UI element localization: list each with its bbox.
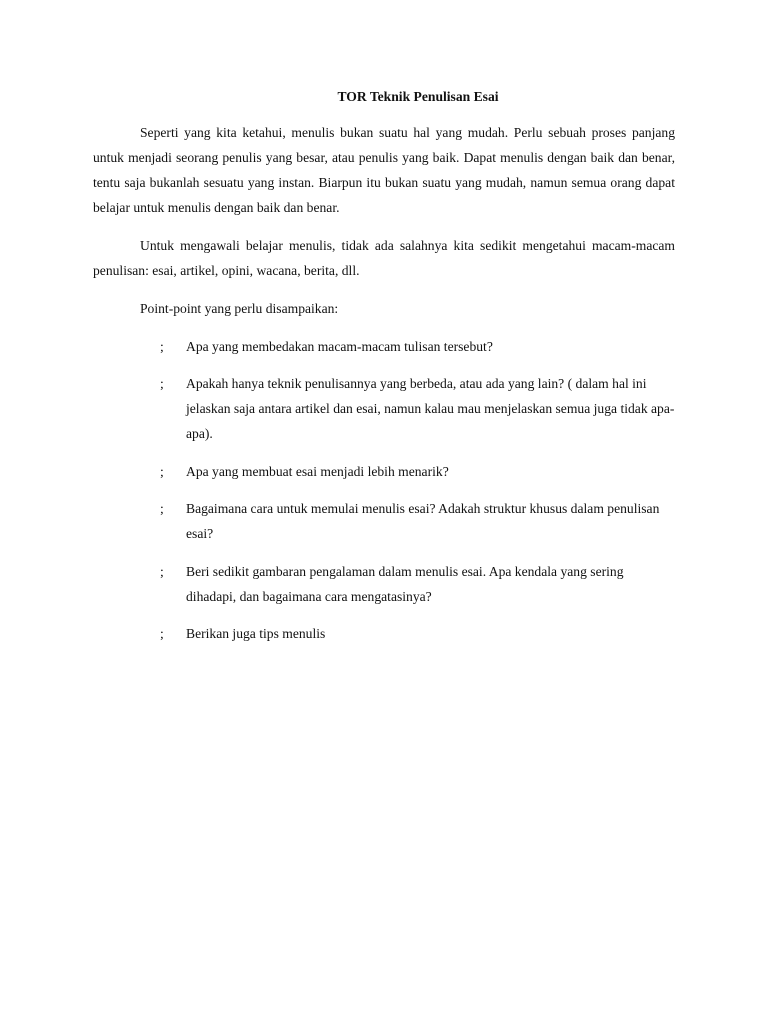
bullet-marker: ; — [160, 501, 164, 516]
list-item-text: Apakah hanya teknik penulisannya yang berbeda, atau ada yang lain? ( dalam hal ini jelaskan saja antara artikel dan esai, namun kalau mau menjelaskan semua juga tidak apa-apa). — [186, 376, 675, 441]
list-item-text: Berikan juga tips menulis — [186, 626, 326, 641]
document-title: TOR Teknik Penulisan Esai — [337, 89, 499, 104]
paragraph-intro: Seperti yang kita ketahui, menulis bukan suatu hal yang mudah. Perlu sebuah proses panjang untuk menjadi seorang penulis yang besar, atau penulis yang baik. Dapat menulis dengan baik dan benar, tentu saja bukanlah sesuatu yang instan. Biarpun itu bukan suatu yang mudah, namun semua orang dapat belajar untuk menulis dengan baik dan benar. — [93, 125, 675, 215]
list-item-text: Apa yang membuat esai menjadi lebih menarik? — [186, 464, 449, 479]
bullet-marker: ; — [160, 564, 164, 579]
bullet-marker: ; — [160, 626, 164, 641]
bullet-marker: ; — [160, 339, 164, 354]
bullet-marker: ; — [160, 376, 164, 391]
list-item-text: Bagaimana cara untuk memulai menulis esai? Adakah struktur khusus dalam penulisan esai? — [186, 501, 660, 541]
list-item-text: Apa yang membedakan macam-macam tulisan tersebut? — [186, 339, 493, 354]
bullet-marker: ; — [160, 464, 164, 479]
paragraph-types: Untuk mengawali belajar menulis, tidak ada salahnya kita sedikit mengetahui macam-macam penulisan: esai, artikel, opini, wacana, berita, dll. — [93, 238, 675, 278]
points-intro: Point-point yang perlu disampaikan: — [140, 301, 339, 316]
list-item-text: Beri sedikit gambaran pengalaman dalam menulis esai. Apa kendala yang sering dihadapi, dan bagaimana cara mengatasinya? — [186, 564, 624, 604]
